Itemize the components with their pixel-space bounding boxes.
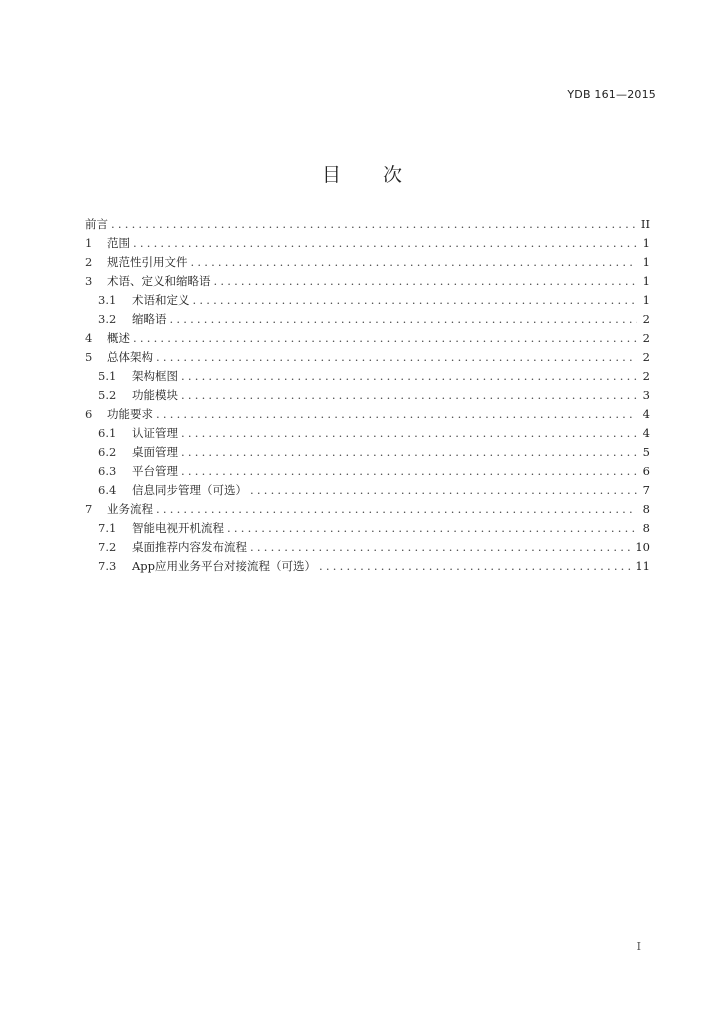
toc-page-number: 10: [635, 540, 650, 554]
toc-entry-label: 认证管理: [132, 426, 178, 440]
toc-leader-dots: [227, 519, 637, 538]
toc-entry-number: 6.1: [98, 426, 117, 440]
toc-page-number: 1: [642, 236, 650, 250]
toc-entry-number: 7.1: [98, 521, 117, 535]
toc-leader-dots: [156, 500, 637, 519]
toc-leader-dots: [156, 405, 637, 424]
toc-entry-label: 术语、定义和缩略语: [107, 274, 211, 288]
toc-leader-dots: [181, 367, 637, 386]
toc-leader-dots: [181, 462, 637, 481]
toc-entry-number: 4: [85, 331, 93, 345]
page-number: I: [636, 940, 641, 953]
toc-entry-label: 桌面管理: [132, 445, 178, 459]
toc-entry-6-3[interactable]: [85, 462, 650, 481]
toc-entry-label: 平台管理: [132, 464, 178, 478]
toc-leader-dots: [319, 557, 632, 576]
toc-entry-number: 7.2: [98, 540, 117, 554]
toc-page-number: 8: [642, 521, 650, 535]
toc-leader-dots: [111, 215, 637, 234]
toc-entry-5-1[interactable]: [85, 367, 650, 386]
toc-entry-6-2[interactable]: [85, 443, 650, 462]
toc-entry-number: 7: [85, 502, 93, 516]
toc-leader-dots: [191, 253, 638, 272]
page-title: 目次: [321, 164, 444, 186]
toc-entry-7[interactable]: [85, 500, 650, 519]
toc-entry-number: 3: [85, 274, 93, 288]
toc-leader-dots: [250, 538, 632, 557]
toc-entry-5-2[interactable]: [85, 386, 650, 405]
toc-page-number: 5: [642, 445, 650, 459]
toc-entry-label: 规范性引用文件: [107, 255, 188, 269]
toc-entry-foreword[interactable]: [85, 215, 650, 234]
toc-page-number: 2: [642, 331, 650, 345]
toc-leader-dots: [181, 386, 637, 405]
toc-entry-7-3[interactable]: [85, 557, 650, 576]
toc-entry-label: 术语和定义: [132, 293, 190, 307]
toc-entry-label: 概述: [107, 331, 130, 345]
toc-page-number: 3: [642, 388, 650, 402]
toc-entry-3[interactable]: [85, 272, 650, 291]
toc-entry-number: 5.2: [98, 388, 117, 402]
toc-entry-number: 6.4: [98, 483, 117, 497]
toc-page-number: 4: [642, 407, 650, 421]
toc-entry-label: App应用业务平台对接流程（可选）: [132, 559, 317, 573]
toc-page-number: II: [640, 217, 650, 231]
toc-leader-dots: [214, 272, 638, 291]
toc-entry-3-2[interactable]: [85, 310, 650, 329]
toc-page-number: 2: [642, 369, 650, 383]
toc-entry-label: 范围: [107, 236, 130, 250]
toc-page-number: 1: [642, 293, 650, 307]
table-of-contents: [85, 215, 650, 576]
toc-entry-number: 3.2: [98, 312, 117, 326]
toc-entry-number: 5: [85, 350, 93, 364]
toc-entry-6-4[interactable]: [85, 481, 650, 500]
toc-page-number: 6: [642, 464, 650, 478]
toc-entry-number: 2: [85, 255, 93, 269]
toc-page-number: 1: [642, 255, 650, 269]
toc-leader-dots: [133, 329, 637, 348]
toc-entry-1[interactable]: [85, 234, 650, 253]
toc-page-number: 7: [642, 483, 650, 497]
toc-entry-number: 7.3: [98, 559, 117, 573]
toc-entry-7-2[interactable]: [85, 538, 650, 557]
toc-page-number: 11: [635, 559, 650, 573]
toc-leader-dots: [181, 424, 637, 443]
toc-entry-2[interactable]: [85, 253, 650, 272]
toc-entry-label: 信息同步管理（可选）: [132, 483, 247, 497]
toc-entry-number: 6: [85, 407, 93, 421]
toc-leader-dots: [181, 443, 637, 462]
toc-page-number: 4: [642, 426, 650, 440]
toc-entry-label: 功能要求: [107, 407, 153, 421]
toc-entry-number: 6.3: [98, 464, 117, 478]
toc-leader-dots: [156, 348, 637, 367]
toc-page-number: 8: [642, 502, 650, 516]
toc-page-number: 2: [642, 312, 650, 326]
toc-entry-number: 3.1: [98, 293, 117, 307]
toc-entry-label: 缩略语: [132, 312, 167, 326]
toc-page-number: 2: [642, 350, 650, 364]
toc-page-number: 1: [642, 274, 650, 288]
toc-entry-label: 智能电视开机流程: [132, 521, 224, 535]
toc-leader-dots: [193, 291, 638, 310]
toc-entry-4[interactable]: [85, 329, 650, 348]
toc-entry-label: 总体架构: [107, 350, 153, 364]
toc-entry-6[interactable]: [85, 405, 650, 424]
toc-entry-5[interactable]: [85, 348, 650, 367]
toc-entry-number: 6.2: [98, 445, 117, 459]
toc-entry-6-1[interactable]: [85, 424, 650, 443]
toc-entry-number: 5.1: [98, 369, 117, 383]
toc-entry-number: 1: [85, 236, 93, 250]
toc-leader-dots: [170, 310, 638, 329]
toc-entry-7-1[interactable]: [85, 519, 650, 538]
toc-entry-label: 功能模块: [132, 388, 178, 402]
document-code: YDB 161—2015: [567, 88, 656, 101]
toc-entry-label: 前言: [85, 217, 108, 231]
toc-entry-label: 桌面推荐内容发布流程: [132, 540, 247, 554]
toc-entry-3-1[interactable]: [85, 291, 650, 310]
toc-entry-label: 架构框图: [132, 369, 178, 383]
toc-leader-dots: [133, 234, 637, 253]
toc-entry-label: 业务流程: [107, 502, 153, 516]
toc-leader-dots: [250, 481, 637, 500]
